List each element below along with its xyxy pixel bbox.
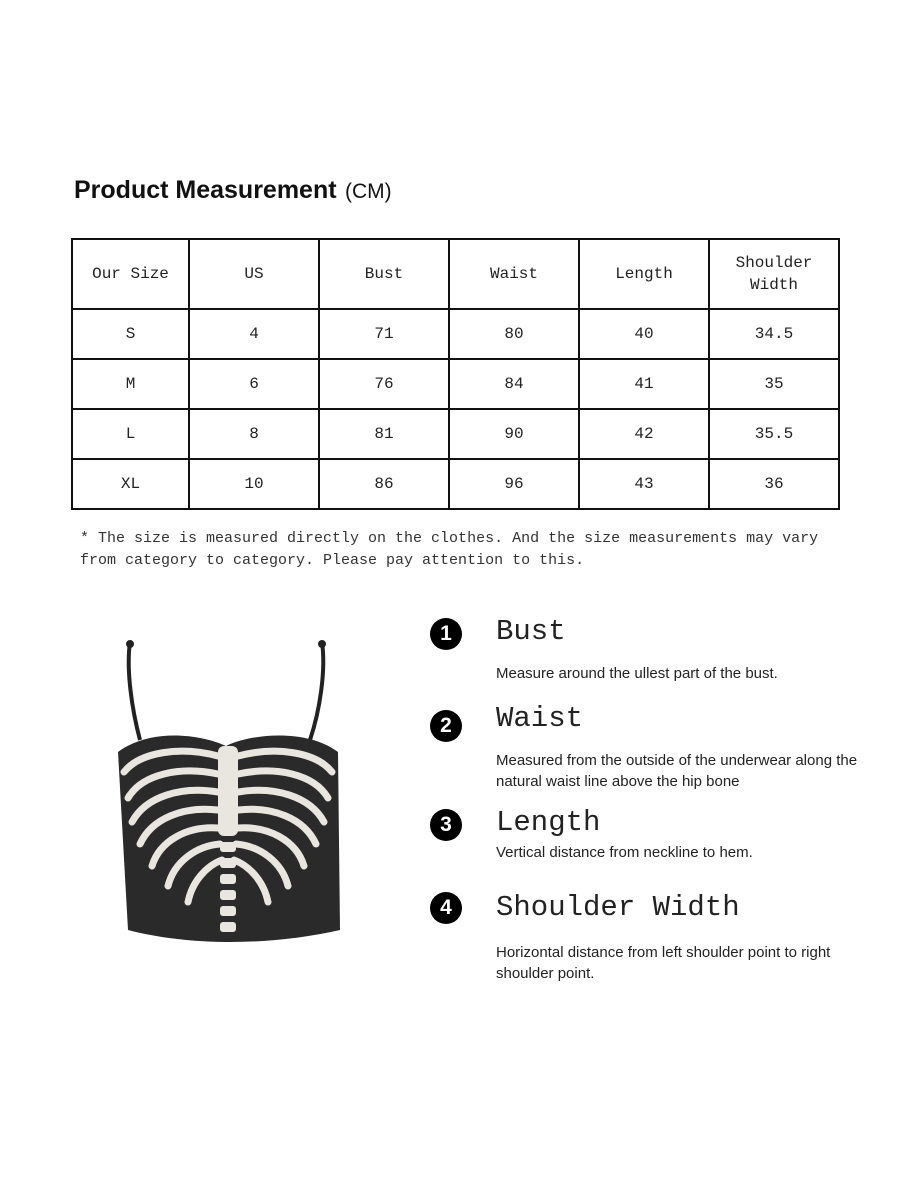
table-header-row <box>72 239 839 309</box>
table-cell: 80 <box>449 309 579 359</box>
table-cell: 42 <box>579 409 709 459</box>
table-cell: L <box>72 409 189 459</box>
table-cell: 40 <box>579 309 709 359</box>
guide-title: Waist <box>496 702 584 735</box>
header-shoulder-width: Shoulder Width <box>709 239 839 309</box>
title-text: Product Measurement <box>74 176 337 204</box>
guide-description: Measured from the outside of the underwear along the natural waist line above the hip bone <box>496 752 858 790</box>
table-cell: S <box>72 309 189 359</box>
number-badge: 2 <box>430 710 462 742</box>
table-cell: 41 <box>579 359 709 409</box>
number-badge: 3 <box>430 809 462 841</box>
table-cell: XL <box>72 459 189 509</box>
number-badge: 1 <box>430 618 462 650</box>
guide-title: Bust <box>496 615 566 648</box>
guide-description: Measure around the ullest part of the bust. <box>496 665 778 682</box>
table-cell: 90 <box>449 409 579 459</box>
table-cell: 35.5 <box>709 409 839 459</box>
table-cell: M <box>72 359 189 409</box>
guide-title: Shoulder Width <box>496 891 740 924</box>
table-cell: 84 <box>449 359 579 409</box>
table-cell: 86 <box>319 459 449 509</box>
measurement-note: * The size is measured directly on the clothes. And the size measurements may vary from category to category. Please pay attention to this. <box>80 530 819 569</box>
table-cell: 35 <box>709 359 839 409</box>
table-row <box>72 309 839 359</box>
guide-description: Horizontal distance from left shoulder point to right shoulder point. <box>496 944 831 982</box>
table-cell: 96 <box>449 459 579 509</box>
table-row <box>72 359 839 409</box>
table-cell: 8 <box>189 409 319 459</box>
table-cell: 10 <box>189 459 319 509</box>
table-cell: 6 <box>189 359 319 409</box>
table-cell: 36 <box>709 459 839 509</box>
number-badge: 4 <box>430 892 462 924</box>
guide-title: Length <box>496 806 601 839</box>
guide-description: Vertical distance from neckline to hem. <box>496 844 753 861</box>
header-us: US <box>189 239 319 309</box>
header-bust: Bust <box>319 239 449 309</box>
page-title <box>74 176 392 205</box>
table-row <box>72 459 839 509</box>
table-cell: 43 <box>579 459 709 509</box>
unit-text: (CM) <box>345 180 392 203</box>
table-cell: 81 <box>319 409 449 459</box>
table-row <box>72 409 839 459</box>
table-cell: 76 <box>319 359 449 409</box>
header-length: Length <box>579 239 709 309</box>
garment-image <box>110 630 360 950</box>
table-cell: 71 <box>319 309 449 359</box>
header-waist: Waist <box>449 239 579 309</box>
table-cell: 34.5 <box>709 309 839 359</box>
table-cell: 4 <box>189 309 319 359</box>
header-our-size: Our Size <box>72 239 189 309</box>
size-table <box>71 238 840 510</box>
